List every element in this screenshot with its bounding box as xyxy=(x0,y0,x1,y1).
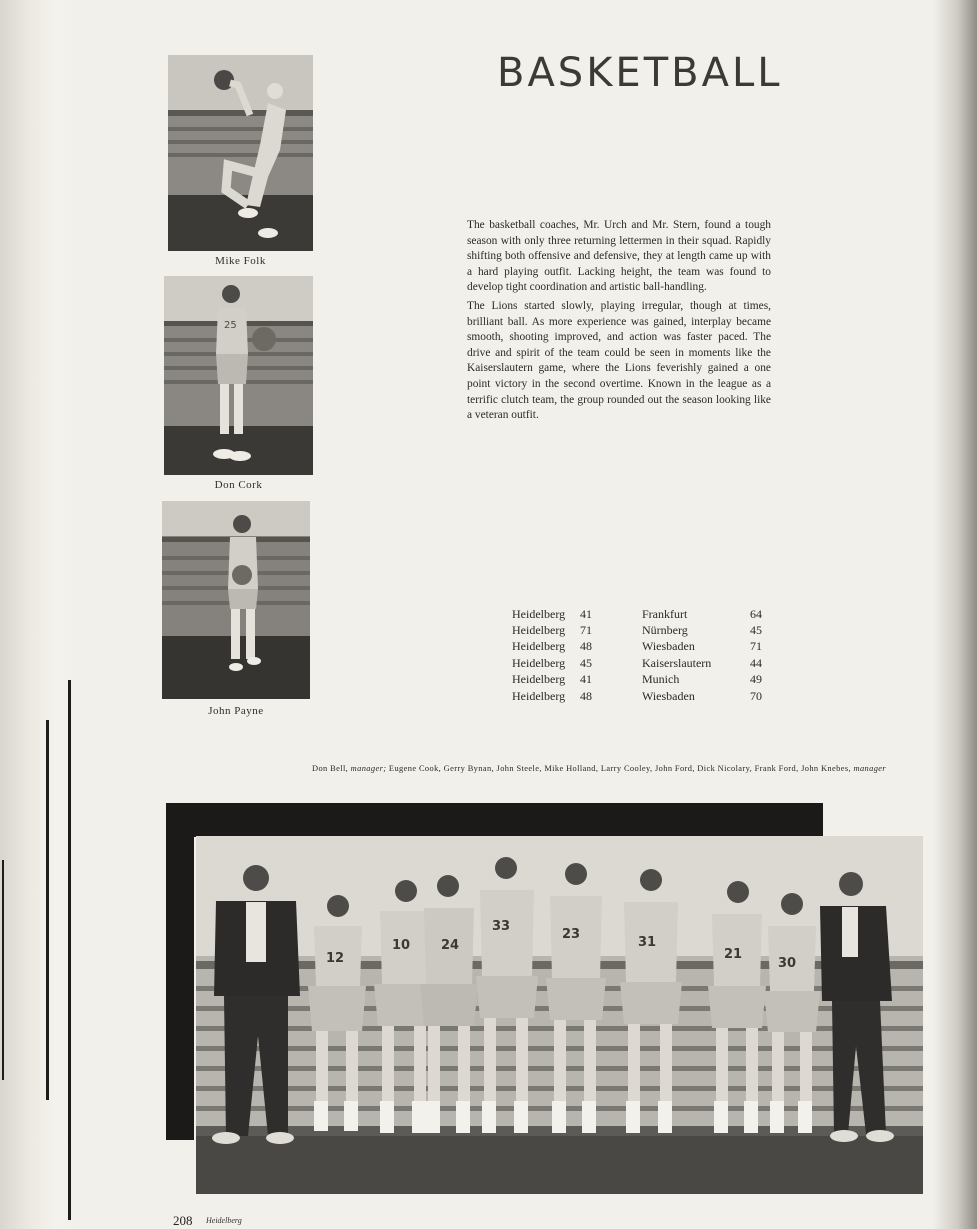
article-paragraph: The Lions started slowly, playing irregular, though at times, brilliant ball. As more experience was gained, interplay became smooth, shooting improved, and action was faster paced. The drive and spirit of the team could be seen in moments like the Kaiserslautern game, where the Lions feverishly gained a one point victory in the second overtime. Known in the league as a terrific clutch team, the group rounded out the season looking like a veteran outfit. xyxy=(467,299,771,422)
opponent-score: 71 xyxy=(750,639,762,654)
photo-mount-band xyxy=(166,803,194,1140)
opponent-score: 44 xyxy=(750,655,762,670)
team-name: Heidelberg xyxy=(512,672,566,687)
team-photo xyxy=(196,836,923,1194)
svg-text:25: 25 xyxy=(224,320,237,331)
page-edge-shadow xyxy=(933,0,977,1229)
opponent-name: Wiesbaden xyxy=(642,639,695,654)
page-number: 208 xyxy=(173,1213,193,1228)
score-row xyxy=(512,672,762,688)
team-score: 41 xyxy=(580,606,592,621)
score-row xyxy=(512,639,762,655)
player-photo-mike-folk xyxy=(168,55,313,251)
jersey-number: 30 xyxy=(778,956,797,971)
team-score: 71 xyxy=(580,623,592,638)
opponent-score: 49 xyxy=(750,672,762,687)
team-name: Heidelberg xyxy=(512,606,566,621)
article-text xyxy=(467,218,771,427)
caption-role: manager; xyxy=(350,764,387,773)
page-gutter xyxy=(0,0,78,1229)
player-caption: Mike Folk xyxy=(215,255,266,267)
opponent-name: Wiesbaden xyxy=(642,688,695,703)
caption-text: Eugene Cook, Gerry Bynan, John Steele, Mike Holland, Larry Cooley, John Ford, Dick Nicolary, Frank Ford, John Knebes, xyxy=(386,764,854,773)
opponent-score: 70 xyxy=(750,688,762,703)
opponent-name: Kaiserslautern xyxy=(642,655,712,670)
team-score: 48 xyxy=(580,688,592,703)
binding-mark xyxy=(2,860,4,1080)
jersey-number: 21 xyxy=(724,947,743,962)
team-score: 48 xyxy=(580,639,592,654)
opponent-name: Nürnberg xyxy=(642,623,688,638)
score-row xyxy=(512,606,762,622)
caption-text: Don Bell, xyxy=(312,764,351,773)
player-caption: Don Cork xyxy=(214,479,263,491)
opponent-name: Frankfurt xyxy=(642,606,688,621)
binding-mark xyxy=(68,680,71,1220)
player-photo-don-cork xyxy=(164,276,313,475)
player-photo-john-payne xyxy=(162,501,310,699)
score-row xyxy=(512,655,762,671)
team-score: 41 xyxy=(580,672,592,687)
team-photo-caption xyxy=(312,764,932,774)
jersey-number: 33 xyxy=(492,919,511,934)
jersey-number: 12 xyxy=(326,951,345,966)
team-name: Heidelberg xyxy=(512,688,566,703)
jersey-number: 23 xyxy=(562,927,581,942)
opponent-score: 64 xyxy=(750,606,762,621)
publication-name: Heidelberg xyxy=(206,1216,242,1225)
opponent-score: 45 xyxy=(750,623,762,638)
score-row xyxy=(512,688,762,704)
jersey-number: 10 xyxy=(392,938,411,953)
scores-table xyxy=(512,606,762,704)
opponent-name: Munich xyxy=(642,672,680,687)
jersey-number: 24 xyxy=(441,938,460,953)
jersey-number: 31 xyxy=(638,935,657,950)
photo-mount-band xyxy=(166,803,823,837)
team-name: Heidelberg xyxy=(512,639,566,654)
caption-role: manager xyxy=(853,764,887,773)
player-caption: John Payne xyxy=(208,705,264,717)
team-score: 45 xyxy=(580,655,592,670)
binding-mark xyxy=(46,720,49,1100)
article-paragraph: The basketball coaches, Mr. Urch and Mr. Stern, found a tough season with only three returning lettermen in their squad. Rapidly shifting both offensive and defensive, they at length came up with a hard playing outfit. Lacking height, the team was found to develop tight coordination and artistic ball-handling. xyxy=(467,219,771,294)
page-title: BASKETBALL xyxy=(497,50,783,96)
team-name: Heidelberg xyxy=(512,623,566,638)
team-name: Heidelberg xyxy=(512,655,566,670)
score-row xyxy=(512,622,762,638)
